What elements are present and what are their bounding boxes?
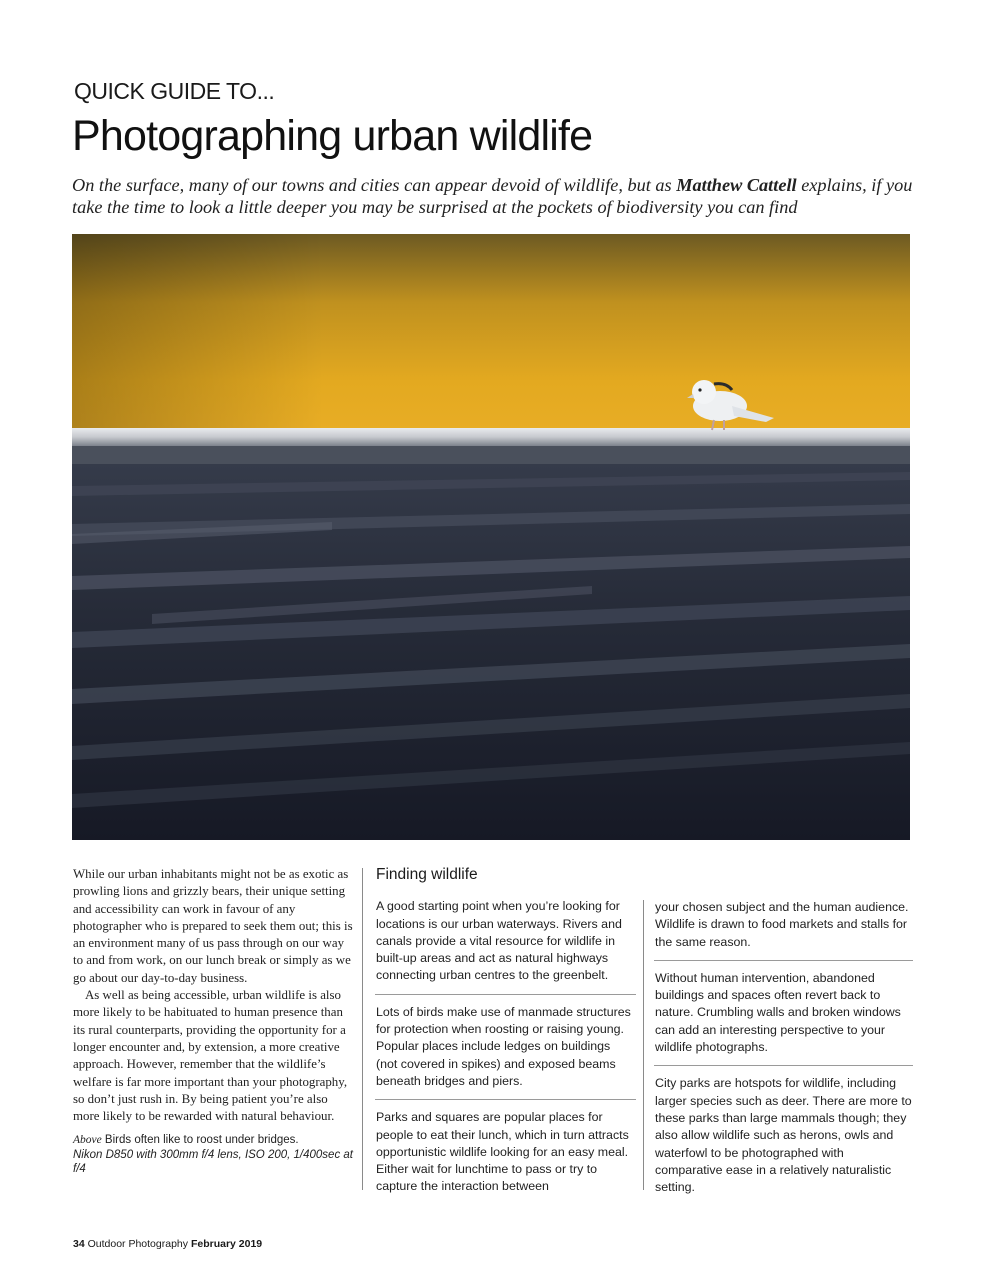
concrete-beam bbox=[72, 428, 910, 446]
caption-tech-details: Nikon D850 with 300mm f/4 lens, ISO 200, 1/400sec at f/4 bbox=[73, 1148, 353, 1176]
sidebar-column-1 bbox=[376, 866, 634, 1196]
standfirst bbox=[72, 174, 922, 218]
author-name: Matthew Cattell bbox=[676, 175, 797, 195]
caption-text: Birds often like to roost under bridges. bbox=[101, 1134, 299, 1147]
body-paragraph-1: While our urban inhabitants might not be as exotic as prowling lions and grizzly bears, their unique setting and accessibility can work in favour of any photographer who is prepared to seek them out; this is an environment many of us pass through on our way to and from work, on our lunch break or simply as we go about our day-to-day business. bbox=[73, 867, 353, 985]
caption-label: Above bbox=[73, 1134, 102, 1147]
page-footer bbox=[73, 1238, 262, 1250]
photo-caption bbox=[73, 1133, 353, 1176]
tip-divider bbox=[654, 1065, 913, 1066]
hero-photo-illustration bbox=[72, 234, 910, 840]
article-title: Photographing urban wildlife bbox=[72, 112, 593, 160]
magazine-name: Outdoor Photography bbox=[84, 1238, 191, 1250]
sidebar-tip: Parks and squares are popular places for people to eat their lunch, which in turn attracts opportunistic wildlife looking for an easy meal. Either wait for lunchtime to pass or try to capture the interaction between bbox=[376, 1110, 629, 1194]
hero-photo bbox=[72, 234, 910, 840]
tip-divider bbox=[375, 994, 636, 995]
sidebar-tip-continued: your chosen subject and the human audience. Wildlife is drawn to food markets and stalls for the same reason. bbox=[655, 900, 909, 949]
body-column bbox=[73, 866, 353, 1176]
column-divider bbox=[362, 868, 363, 1190]
sidebar-tip: Without human intervention, abandoned buildings and spaces often revert back to nature. Crumbling walls and broken windows can add an interesting perspective to your wildlife photographs. bbox=[655, 970, 901, 1055]
sidebar-heading: Finding wildlife bbox=[376, 866, 478, 883]
column-divider bbox=[643, 900, 644, 1190]
tip-divider bbox=[654, 960, 913, 961]
sidebar-column-2 bbox=[655, 899, 913, 1196]
standfirst-text-after: explains, if you take the time to look a little deeper you may be surprised at the pockets of biodiversity you can find bbox=[72, 175, 913, 217]
sidebar-tip: Lots of birds make use of manmade structures for protection when roosting or raising young. Popular places include ledges on buildings (not covered in spikes) and exposed beams beneath bridges and piers. bbox=[376, 1004, 631, 1088]
sidebar-tip: A good starting point when you’re looking for locations is our urban waterways. Rivers and canals provide a vital resource for wildlife in built-up areas and act as natural highways connecting urban centres to the greenbelt. bbox=[376, 899, 622, 983]
issue-date: February 2019 bbox=[190, 1238, 263, 1250]
tip-divider bbox=[375, 1099, 636, 1100]
standfirst-text-before: On the surface, many of our towns and cities can appear devoid of wildlife, but as bbox=[72, 175, 677, 195]
sidebar-tip: City parks are hotspots for wildlife, including larger species such as deer. There are more to these parks than large mammals though; they also allow wildlife such as herons, owls and waterfowl to be photographed with comparative ease in a relatively naturalistic setting. bbox=[655, 1076, 912, 1195]
body-paragraph-2: As well as being accessible, urban wildlife is also more likely to be habituated to human presence than its rural counterparts, providing the opportunity for a longer encounter and, by extension, a more creative approach. However, remember that the wildlife’s welfare is far more important than your photography, so don’t just rush in. By being patient you’re also more likely to be rewarded with natural behaviour. bbox=[73, 988, 348, 1124]
section-kicker: QUICK GUIDE TO... bbox=[74, 78, 275, 104]
page-number: 34 bbox=[73, 1238, 85, 1250]
